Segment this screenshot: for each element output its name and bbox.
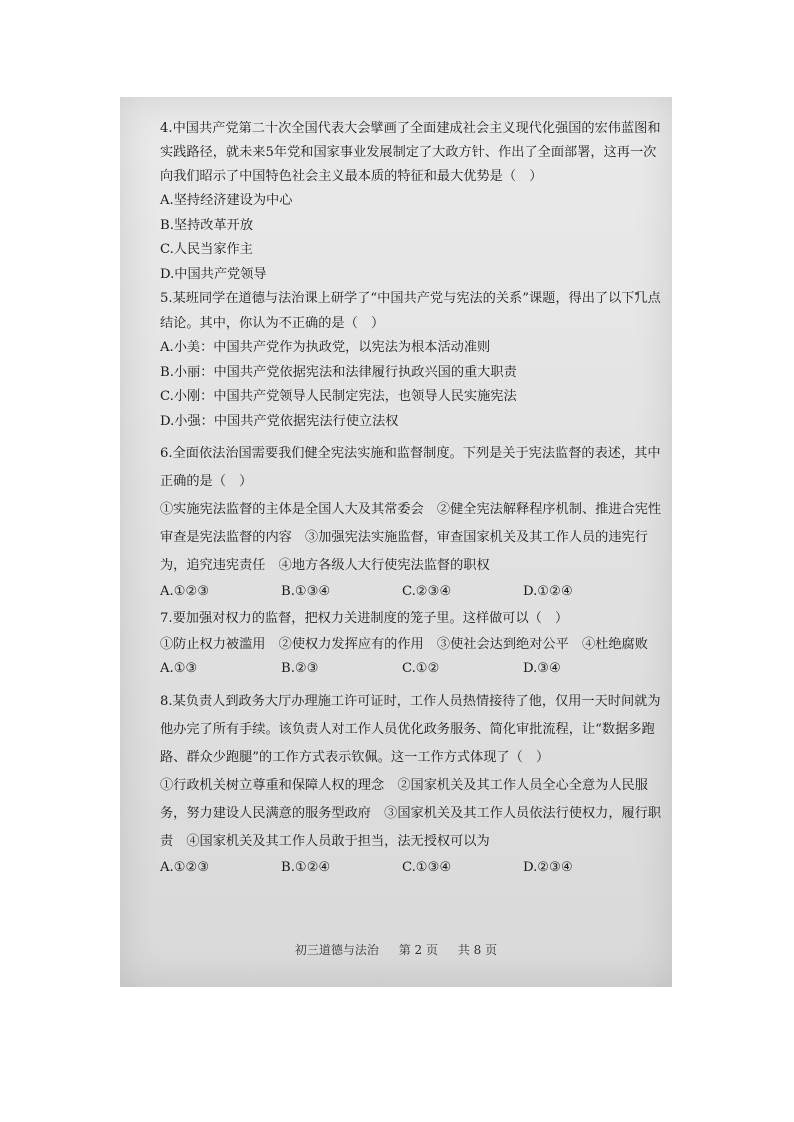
statement-list: ①实施宪法监督的主体是全国人大及其常委会 ②健全宪法解释程序机制、推进合宪性审查是宪法监督的内容 ③加强宪法实施监督，审查国家机关及其工作人员的违宪行为，追究违宪责任 ④地方各级人大行使宪法监督的职权 [160, 502, 662, 573]
option-row [160, 580, 665, 605]
option-a: A.①②③ [160, 584, 210, 599]
footer-subject: 初三道德与法治 [294, 943, 379, 957]
option-c: C.①③④ [402, 859, 452, 875]
option-row [160, 657, 665, 682]
exam-paper-page [120, 97, 672, 987]
option-a: A.坚持经济建设为中心 [160, 193, 293, 208]
option-a: A.①②③ [160, 859, 210, 875]
option-row [160, 856, 665, 881]
option-c: C.②③④ [402, 584, 452, 599]
option-d: D.①②④ [523, 584, 573, 599]
option-b: B.②③ [281, 661, 319, 676]
option-b: B.小丽：中国共产党依据宪法和法律履行执政兴国的重大职责 [160, 364, 517, 380]
footer-page-number: 第 2 页 [398, 943, 438, 957]
option-c: C.人民当家作主 [160, 242, 253, 257]
question-text: 7.要加强对权力的监督，把权力关进制度的笼子里。这样做可以（ ） [160, 610, 569, 626]
question-text: 5.某班同学在道德与法治课上研学了“中国共产党与宪法的关系”课题，得出了以下几点结论。其中，你认为不正确的是（ ） [160, 291, 661, 331]
page-footer [120, 941, 672, 958]
question-6 [160, 440, 665, 605]
option-d: D.中国共产党领导 [160, 266, 267, 282]
question-text: 4.中国共产党第二十次全国代表大会擘画了全面建成社会主义现代化强国的宏伟蓝图和实践路径，就未来5年党和国家事业发展制定了大政方针、作出了全面部署，这再一次向我们昭示了中国特色社会主义最本质的特征和最大优势是（ ） [160, 121, 661, 184]
question-5 [160, 287, 665, 434]
option-c: C.小刚：中国共产党领导人民制定宪法，也领导人民实施宪法 [160, 389, 517, 404]
question-8 [160, 688, 665, 881]
option-c: C.①② [402, 661, 440, 676]
question-7 [160, 605, 665, 682]
option-a: A.①③ [160, 661, 198, 676]
option-b: B.①②④ [281, 859, 331, 875]
footer-total-pages: 共 8 页 [457, 943, 498, 957]
option-b: B.坚持改革开放 [160, 217, 254, 233]
statement-list: ①行政机关树立尊重和保障人权的理念 ②国家机关及其工作人员全心全意为人民服务，努力建设人民满意的服务型政府 ③国家机关及其工作人员依法行使权力，履行职责 ④国家机关及其工作人员敢于担当，法无授权可以为 [160, 777, 662, 849]
option-d: D.③④ [523, 661, 561, 676]
option-d: D.②③④ [523, 859, 573, 875]
option-a: A.小美：中国共产党作为执政党，以宪法为根本活动准则 [160, 340, 491, 355]
question-text: 8.某负责人到政务大厅办理施工许可证时，工作人员热情接待了他，仅用一天时间就为他办完了所有手续。该负责人对工作人员优化政务服务、简化审批流程，让“数据多跑路、群众少跑腿”的工作方式表示钦佩。这一工作方式体现了（ ） [160, 693, 661, 765]
option-b: B.①③④ [281, 584, 331, 599]
question-4 [160, 117, 665, 287]
option-d: D.小强：中国共产党依据宪法行使立法权 [160, 413, 399, 429]
page-content [160, 117, 665, 880]
question-text: 6.全面依法治国需要我们健全宪法实施和监督制度。下列是关于宪法监督的表述，其中正确的是（ ） [160, 446, 661, 489]
statement-list: ①防止权力被滥用 ②使权力发挥应有的作用 ③使社会达到绝对公平 ④杜绝腐败 [160, 636, 648, 652]
